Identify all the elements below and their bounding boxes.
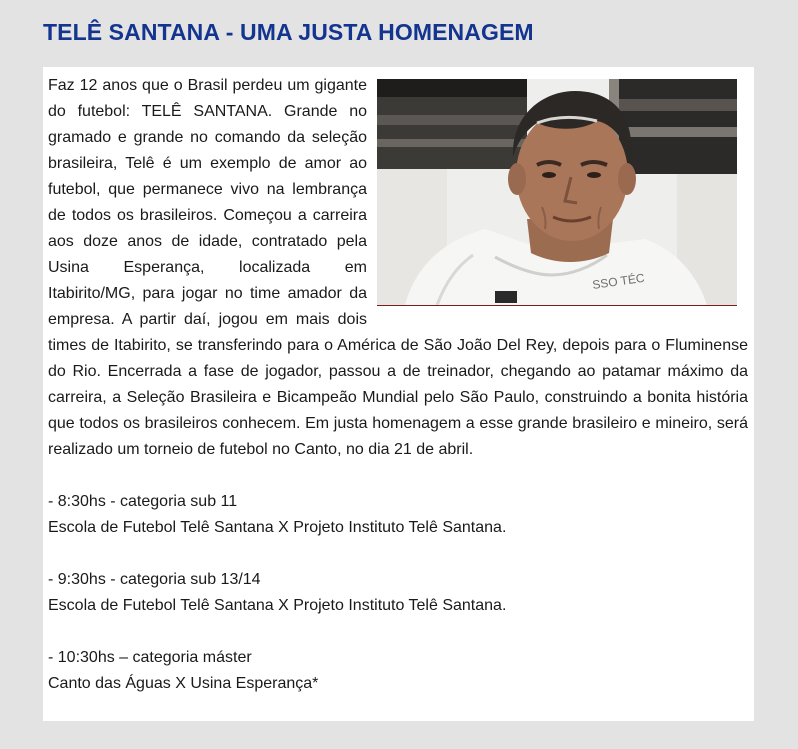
schedule-match-2: Escola de Futebol Telê Santana X Projeto Instituto Telê Santana. — [48, 597, 507, 614]
article-body: Faz 12 anos que o Brasil perdeu um gigante do futebol: TELÊ SANTANA. Grande no gramado e grande no comando da seleção brasileira, Telê é um exemplo de amor ao futebol, que permanece vivo na lembrança de todos os brasileiros. Começou a carreira aos doze anos de idade, contratado pela Usina Esperança, localizada em Itabirito/MG, para jogar no time amador da empresa. A partir daí, jogou em mais dois times de Itabirito, se transferindo para o América de São João Del Rey, depois para o Fluminense do Rio. Encerrada a fase de jogador, passou a de treinador, chegando ao patamar máximo da carreira, a Seleção Brasileira e Bicampeão Mundial pelo São Paulo, construindo a bonita história que todos os brasileiros conhecem. Em justa homenagem a esse grande brasileiro e mineiro, será realizado um torneio de futebol no Canto, no dia 21 de abril. — [48, 77, 748, 458]
article-content — [48, 73, 748, 697]
article-card — [43, 67, 754, 721]
shirt-lettering: SSO TÉC — [591, 270, 646, 292]
page-title: TELÊ SANTANA - UMA JUSTA HOMENAGEM — [43, 19, 534, 45]
schedule-time-3: - 10:30hs – categoria máster — [48, 649, 252, 666]
schedule-match-3: Canto das Águas X Usina Esperança* — [48, 675, 319, 692]
schedule-time-2: - 9:30hs - categoria sub 13/14 — [48, 571, 261, 588]
article-photo — [377, 79, 737, 306]
schedule-time-1: - 8:30hs - categoria sub 11 — [48, 493, 238, 510]
schedule-match-1: Escola de Futebol Telê Santana X Projeto Instituto Telê Santana. — [48, 519, 507, 536]
